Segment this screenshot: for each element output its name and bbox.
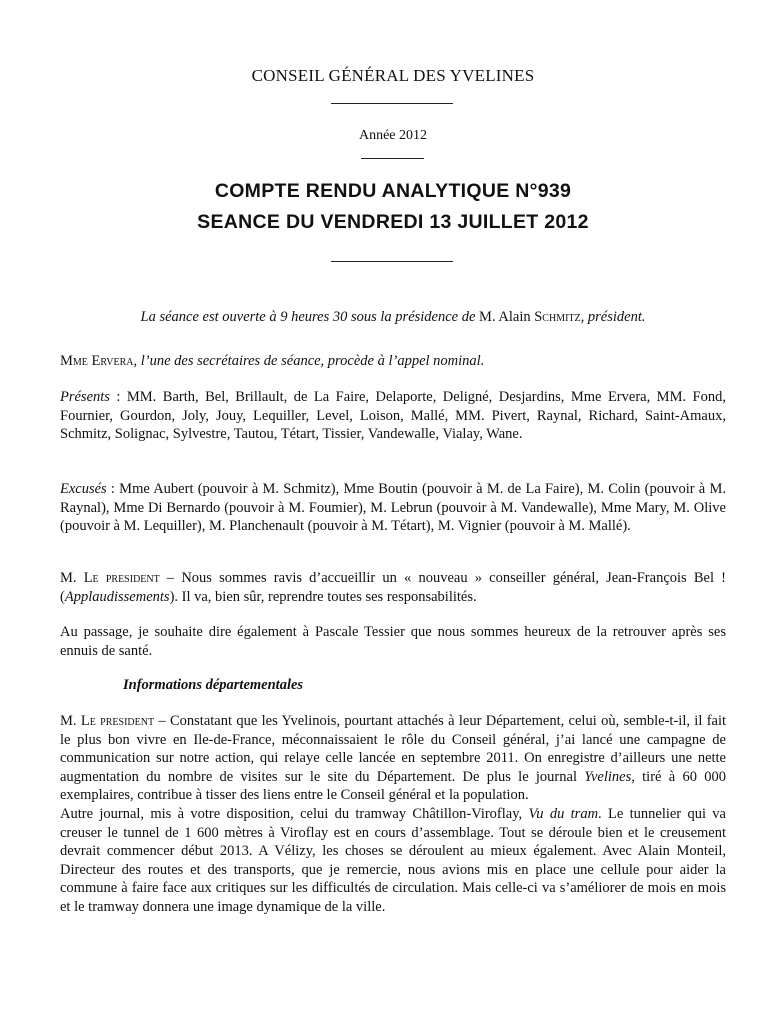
intro-text: La séance est ouverte à 9 heures 30 sous la présidence de [140, 309, 476, 325]
welcome-text-a: – Nous sommes ravis d’accueillir un « nouveau » conseiller général, Jean-François Bel ! ( [60, 570, 726, 605]
roll-call-paragraph [60, 352, 726, 371]
speaker-prefix: M. [60, 713, 77, 729]
tessier-text: Au passage, je souhaite dire également à Pascale Tessier que nous sommes heureux de la retrouver après ses ennuis de santé. [60, 624, 726, 659]
session-intro [60, 309, 726, 326]
speaker-name: Le president [83, 570, 160, 586]
information-text-b: , tiré à 60 000 exemplaires, contribue à tisser des liens entre le Conseil général et la population. [60, 768, 726, 804]
president-welcome-paragraph [60, 569, 726, 606]
president-last-name: Schmitz [534, 309, 581, 325]
report-title: COMPTE RENDU ANALYTIQUE N°939 [214, 180, 572, 202]
secretary-name: Mme Ervera [60, 353, 134, 369]
excused-label: Excusés [60, 481, 107, 497]
council-name: CONSEIL GÉNÉRAL DES YVELINES [251, 66, 535, 85]
information-text-a: – Constatant que les Yvelinois, pourtant attachés à leur Département, celui où, semble-t-il, il fait le plus bon vivre en Ile-de-France, méconnaissaient le rôle du Conseil général, j’ai lancé une campagne de communication sur notre action, qui relaye celle lancée en septembre 2011. On enregistre d’ailleurs une nette augmentation du nombre de visites sur le site du Département. De plus le journal [60, 713, 727, 785]
president-first-name: M. Alain [479, 309, 531, 325]
header-rule-2 [361, 158, 424, 159]
present-label: Présents [60, 389, 110, 405]
excused-list: : Mme Aubert (pouvoir à M. Schmitz), Mme Boutin (pouvoir à M. de La Faire), M. Colin (pouvoir à M. Raynal), Mme Di Bernardo (pouvoir à M. Foumier), M. Lebrun (pouvoir à M. Vandewalle), Mme Mary, M. Olive (pouvoir à M. Lequiller), M. Planchenault (pouvoir à M. Tétart), M. Vignier (pouvoir à M. Mallé). [60, 481, 726, 535]
speaker-name: Le president [80, 713, 155, 729]
welcome-text-b: ). Il va, bien sûr, reprendre toutes ses responsabilités. [169, 588, 477, 605]
header-rule-3 [331, 261, 453, 262]
tessier-paragraph [60, 623, 726, 660]
information-text-d: . Le tunnelier qui va creuser le tunnel de 1 600 mètres à Viroflay est en cours d’assemblage. Tout se déroule bien et le creusement devrait commencer début 2013. A Vélizy, les choses se déroulent au mieux également. Avec Alain Monteil, Directeur des routes et des transports, que je remercie, nous avions mis en place une cellule pour aider la commune à faire face aux critiques sur les difficultés de circulation. Mais celle-ci va s’améliorer de mois en mois et le tramway donnera une image dynamique de la ville. [60, 805, 726, 915]
present-list: : MM. Barth, Bel, Brillault, de La Faire, Delaporte, Deligné, Desjardins, Mme Ervera, MM. Fond, Fournier, Gourdon, Joly, Jouy, Lequiller, Level, Loison, Mallé, MM. Pivert, Raynal, Richard, Saint-Amaux, Schmitz, Solignac, Sylvestre, Tautou, Tétart, Tissier, Vandewalle, Vialay, Wane. [60, 389, 726, 443]
header-rule-1 [331, 103, 453, 104]
excused-paragraph [60, 480, 726, 536]
session-title: SEANCE DU VENDREDI 13 JUILLET 2012 [197, 211, 589, 233]
year-label: Année 2012 [358, 128, 428, 143]
speaker-prefix: M. [60, 570, 77, 586]
applause-note: Applaudissements [64, 588, 170, 605]
tram-journal-name: Vu du tram [528, 805, 599, 822]
information-text-c: Autre journal, mis à votre disposition, celui du tramway Châtillon-Viroflay, [60, 805, 529, 822]
present-paragraph [60, 388, 726, 444]
intro-suffix: , président. [580, 309, 646, 325]
roll-call-text: , l’une des secrétaires de séance, procède à l’appel nominal. [133, 353, 485, 369]
president-information-paragraph [60, 712, 726, 917]
section-title: Informations départementales [123, 677, 304, 693]
journal-name: Yvelines [584, 768, 632, 785]
